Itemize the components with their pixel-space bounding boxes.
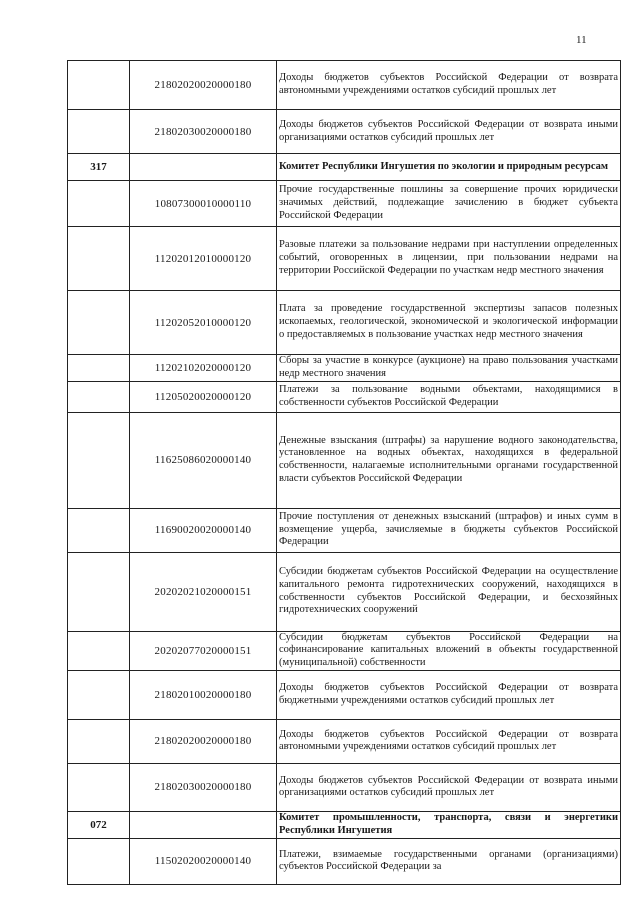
revenue-code-cell: 11690020020000140 [130, 508, 277, 552]
description-cell: Комитет Республики Ингушетия по экологии и природным ресурсам [277, 154, 621, 181]
description-cell: Субсидии бюджетам субъектов Российской Федерации на софинансирование капитальных вложений в объекты государственной (муниципальной) собственности [277, 631, 621, 670]
revenue-code-cell [130, 154, 277, 181]
table-row [68, 227, 621, 291]
org-code-cell [68, 61, 130, 110]
page-number: 11 [576, 34, 587, 46]
description-cell: Сборы за участие в конкурсе (аукционе) на право пользования участками недр местного значения [277, 355, 621, 382]
revenue-code-cell: 21802020020000180 [130, 61, 277, 110]
revenue-code-cell: 11625086020000140 [130, 412, 277, 508]
table-row [68, 110, 621, 154]
description-cell: Доходы бюджетов субъектов Российской Федерации от возврата иными организациями остатков субсидий прошлых лет [277, 763, 621, 811]
org-code-cell [68, 552, 130, 631]
org-code-cell: 072 [68, 811, 130, 838]
org-code-cell [68, 763, 130, 811]
revenue-code-cell: 10807300010000110 [130, 181, 277, 227]
org-code-cell [68, 508, 130, 552]
table-row [68, 355, 621, 382]
org-code-cell [68, 181, 130, 227]
org-code-cell [68, 381, 130, 412]
org-code-cell [68, 719, 130, 763]
table-row [68, 838, 621, 884]
org-row [68, 154, 621, 181]
description-cell: Доходы бюджетов субъектов Российской Федерации от возврата бюджетными учреждениями остатков субсидий прошлых лет [277, 670, 621, 719]
org-code-cell [68, 291, 130, 355]
revenue-code-cell: 21802030020000180 [130, 763, 277, 811]
table-row [68, 181, 621, 227]
description-cell: Прочие поступления от денежных взысканий (штрафов) и иных сумм в возмещение ущерба, зачисляемые в бюджеты субъектов Российской Федерации [277, 508, 621, 552]
description-cell: Доходы бюджетов субъектов Российской Федерации от возврата автономными учреждениями остатков субсидий прошлых лет [277, 719, 621, 763]
revenue-code-cell [130, 811, 277, 838]
description-cell: Плата за проведение государственной экспертизы запасов полезных ископаемых, геологической, экономической и экологической информации о предоставляемых в пользование участках недр местного значения [277, 291, 621, 355]
description-cell: Прочие государственные пошлины за совершение прочих юридически значимых действий, подлежащие зачислению в бюджет субъекта Российской Федерации [277, 181, 621, 227]
table-row [68, 61, 621, 110]
description-cell: Платежи за пользование водными объектами, находящимися в собственности субъектов Российской Федерации [277, 381, 621, 412]
revenue-code-cell: 11202102020000120 [130, 355, 277, 382]
table-row [68, 508, 621, 552]
description-cell: Субсидии бюджетам субъектов Российской Федерации на осуществление капитального ремонта гидротехнических сооружений, находящихся в собственности субъектов Российской Федерации, и бесхозяйных гидротехнических сооружений [277, 552, 621, 631]
revenue-code-cell: 21802010020000180 [130, 670, 277, 719]
org-code-cell [68, 631, 130, 670]
revenue-code-cell: 21802030020000180 [130, 110, 277, 154]
description-cell: Денежные взыскания (штрафы) за нарушение водного законодательства, установленное на водных объектах, находящихся в федеральной собственности, налагаемые исполнительными органами государственной власти субъектов Российской Федерации [277, 412, 621, 508]
org-code-cell [68, 838, 130, 884]
revenue-code-cell: 11202052010000120 [130, 291, 277, 355]
table-row [68, 719, 621, 763]
table-row [68, 763, 621, 811]
table-row [68, 670, 621, 719]
org-code-cell [68, 412, 130, 508]
description-cell: Доходы бюджетов субъектов Российской Федерации от возврата иными организациями остатков субсидий прошлых лет [277, 110, 621, 154]
revenue-code-cell: 20202021020000151 [130, 552, 277, 631]
table-row [68, 412, 621, 508]
org-code-cell [68, 110, 130, 154]
org-code-cell [68, 227, 130, 291]
table-body [68, 61, 621, 885]
description-cell: Разовые платежи за пользование недрами при наступлении определенных событий, оговоренных в лицензии, при пользовании недрами на территории Российской Федерации по участкам недр местного значения [277, 227, 621, 291]
revenue-code-cell: 20202077020000151 [130, 631, 277, 670]
revenue-code-cell: 11202012010000120 [130, 227, 277, 291]
revenue-codes-table [67, 60, 621, 885]
org-code-cell [68, 670, 130, 719]
org-code-cell [68, 355, 130, 382]
table-row [68, 552, 621, 631]
description-cell: Платежи, взимаемые государственными органами (организациями) субъектов Российской Федерации за [277, 838, 621, 884]
org-row [68, 811, 621, 838]
revenue-code-cell: 11502020020000140 [130, 838, 277, 884]
revenue-code-cell: 11205020020000120 [130, 381, 277, 412]
org-code-cell: 317 [68, 154, 130, 181]
table-row [68, 381, 621, 412]
table-row [68, 291, 621, 355]
revenue-code-cell: 21802020020000180 [130, 719, 277, 763]
description-cell: Доходы бюджетов субъектов Российской Федерации от возврата автономными учреждениями остатков субсидий прошлых лет [277, 61, 621, 110]
table-row [68, 631, 621, 670]
description-cell: Комитет промышленности, транспорта, связи и энергетики Республики Ингушетия [277, 811, 621, 838]
